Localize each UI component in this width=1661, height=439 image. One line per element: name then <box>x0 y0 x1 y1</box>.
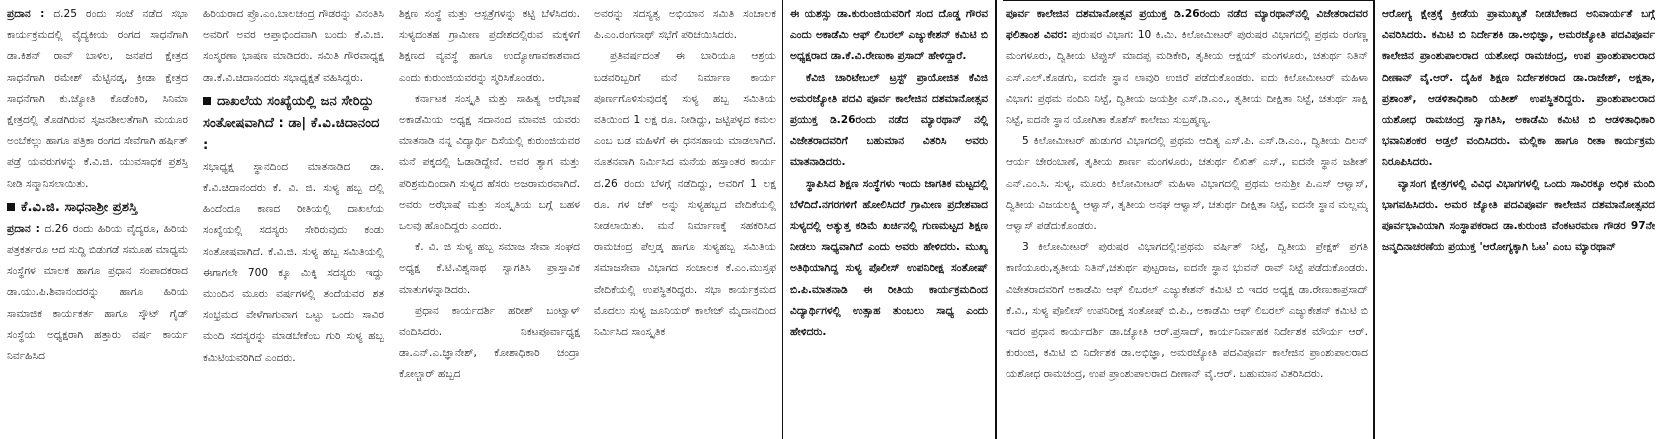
paragraph: ಕರ್ನಾಟಕ ಸಂಸ್ಕೃತಿ ಮತ್ತು ಸಾಹಿತ್ಯ ಅರೆಭಾಷೆ ಅಕಾಡೆಮಿಯ ಅಧ್ಯಕ್ಷ ಸದಾನಂದ ಮಾವಜಿ ಯವರು ಮಾತನಾಡಿ ನನ್ನ ವಿದ್ಯಾರ್ಥಿ ದಿಸೆಯಲ್ಲಿ ಕುರುಂಜಿಯವರ ಮನೆ ಪಕ್ಕದಲ್ಲಿ ಓಡಾಡಿದ್ದೇನೆ. ಅವರ ತ್ಯಾಗ ಮತ್ತು ಪರಿಶ್ರಮದಿಂದಾಗಿ ಸುಳ್ಯದ ಹೆಸರು ಅಜರಾಮರವಾಗಿದೆ. ಅವರು ಅರೆಭಾಷೆ ಮತ್ತು ಸಂಸ್ಕೃತಿಯ ಬಗ್ಗೆ ಬಹಳ ಒಲವು ಹೊಂದಿದ್ದರು ಎಂದರು. <box>399 92 580 233</box>
paragraph-lead: ಪ್ರದಾನ : <box>7 222 40 235</box>
paragraph-text: ದ.26 ರಂದು ಹಿರಿಯ ವೈದ್ಯರೂ, ಹಿರಿಯ ಪತ್ರಕರ್ತರೂ ಆದ ಸುದ್ದಿ ಬಿಡುಗಡೆ ಸಮೂಹ ಮಾಧ್ಯಮ ಸಂಸ್ಥೆಗಳ ಮಾಲಕ ಹಾಗೂ ಪ್ರಧಾನ ಸಂಪಾದಕರಾದ ಡಾ.ಯು.ಪಿ.ಶಿವಾನಂದರನ್ನು ಹಾಗೂ ಹಿರಿಯ ಸಾಮಾಜಿಕ ಕಾರ್ಯಕರ್ತ ಹಾಗೂ ಸ್ಕೌಟ್ ಗೈಡ್ ಸಂಸ್ಥೆಯ ಅಧ್ಯಕ್ಷರಾಗಿ ಹತ್ತಾರು ವರ್ಷ ಕಾರ್ಯ ನಿರ್ವಹಿಸಿದ <box>7 222 188 363</box>
paragraph: ಸಭಾಧ್ಯಕ್ಷ ಸ್ಥಾನದಿಂದ ಮಾತನಾಡಿದ ಡಾ. ಕೆ.ವಿ.ಚಿದಾನಂದರು ಕೆ. ವಿ. ಜಿ. ಸುಳ್ಯ ಹಬ್ಬ ದಲ್ಲಿ ಹಿಂದೆಂದೂ ಕಾಣದ ರೀತಿಯಲ್ಲಿ ದಾಖಲೆಯ ಸಂಖ್ಯೆಯಲ್ಲಿ ಸದಸ್ಯರು ಸೇರಿರುವುದು ಕಂಡು ಸಂತೋಷವಾಗಿದೆ. ಕೆ.ವಿ.ಜಿ. ಸುಳ್ಯ ಹಬ್ಬ ಸಮಿತಿಯಲ್ಲಿ ಈಗಾಗಲೇ 700 ಕ್ಕೂ ಮಿಕ್ಕಿ ಸದಸ್ಯರು ಇದ್ದು ಮುಂದಿನ ಮೂರು ವರ್ಷಗಳಲ್ಲಿ ತಂದೆಯವರ ಶತ ಸಂಭ್ರಮದ ವೇಳೆಗಾಗುವಾಗ ಒಟ್ಟು ಒಂದು ಸಾವಿರ ಮಂದಿ ಸದಸ್ಯರನ್ನು ಮಾಡಬೇಕೆಂಬ ಗುರಿ ಸುಳ್ಯ ಹಬ್ಬ ಕಮಿಟಿಯವರಿಗಿದೆ ಎಂದರು. <box>203 160 384 364</box>
paragraph-text: ಪುರುಷರ ವಿಭಾಗ: 10 ಕಿ.ಮಿ. ಕಿಲೋಮೀಟರ್ ಪುರುಷರ ವಿಭಾಗದಲ್ಲಿ ಪ್ರಥಮ ರಂಗಣ್ಣ ಮಂಗಳೂರು, ದ್ವಿತೀಯ ಟಿಪ್ಪುಸ್ ಮಾದಪ್ಪ ಮಡಿಕೇರಿ, ತೃತೀಯ ಆಕ್ಷಯ್ ಮಂಗಳೂರು, ಚತುರ್ಥ ನಿತಿನ್ ಎಸ್.ಎಲ್.ಕೊಡಗು, ಐದನೇ ಸ್ಥಾನ ಲಾವುರಿ ಉಜಿರೆ ಪಡೆದುಕೊಂಡರು. ಐದು ಕಿಲೋಮೀಟರ್ ಮಹಿಳಾ ವಿಭಾಗ: ಪ್ರಥಮ ನಂದಿನಿ ನಿಟ್ಟೆ, ದ್ವಿತೀಯ ಜಯಶ್ರೀ ಎಸ್.ಡಿ.ಎಂ., ತೃತೀಯ ದೀಕ್ಷಿತಾ ನಿಟ್ಟೆ, ಚತುರ್ಥ ಸಾಕ್ಷಿ ನಿಟ್ಟೆ, ಐದನೇ ಸ್ಥಾನ ಯೋಗಿತಾ ಕೊಶೆಸ್ ಕಾಲೇಜು ಸುಬ್ರಹ್ಮಣ್ಯ. <box>1006 29 1368 127</box>
paragraph: ಪ್ರಧಾನ ಕಾರ್ಯದರ್ಶಿ ಹರೀಶ್ ಬಂಟ್ವಾಳ್ ವಂದಿಸಿದರು. ನಿಕಟಪೂರ್ವಾಧ್ಯಕ್ಷ ಡಾ.ಎನ್.ಎ.ಜ್ಞಾನೇಶ್, ಕೋಶಾಧಿಕಾರಿ ಚಂದ್ರಾ ಕೋಲ್ಚಾರ್ ಹಬ್ಬದ <box>399 304 580 381</box>
column-6-results <box>1006 4 1368 436</box>
paragraph: 5 ಕಿಲೋಮೀಟರ್ ಹುಡುಗರ ವಿಭಾಗದಲ್ಲಿ ಪ್ರಥಮ ಆದಿತ್ಯ ಎಸ್.ಪಿ. ಎಸ್.ಡಿ.ಎಂ., ದ್ವಿತೀಯ ದಿಲನ್ ಆರ್ಯ ಚೇರಂಬಾಣೆ, ತೃತೀಯ ಶಾರ್ಣ ಮಂಗಳೂರು, ಚತುರ್ಥ ಲಿಖಿತ್ ಎಸ್., ಐದನೇ ಸ್ಥಾನ ಜಶೀತ್ ಎನ್.ಎಂ.ಸಿ. ಸುಳ್ಯ, ಮೂರು ಕಿಲೋಮೀಟರ್ ಮಹಿಳಾ ವಿಭಾಗದಲ್ಲಿ ಪ್ರಥಮ ಅನುಶ್ರೀ ಪಿ.ಎಸ್ ಆಳ್ವಾಸ್, ದ್ವಿತೀಯ ವಿಜಯಲಕ್ಷ್ಮಿ ಆಳ್ವಾಸ್, ತೃತೀಯ ಅನಘ ಆಳ್ವಾಸ್, ಚತುರ್ಥ ದೀಕ್ಷಿತಾ ನಿಟ್ಟೆ, ಐದನೇ ಸ್ಥಾನ ಮಲ್ಲಮ್ಮ ಆಳ್ವಾಸ್ ಪಡೆದುಕೊಂಡರು. <box>1006 135 1368 233</box>
paragraph: ಸ್ಥಾಪಿಸಿದ ಶಿಕ್ಷಣ ಸಂಸ್ಥೆಗಳು ಇಂದು ಜಾಗತಿಕ ಮಟ್ಟದಲ್ಲಿ ಬೆಳೆದಿದೆ.ನಗರಗಳಿಗೆ ಹೋಲಿಸಿದರೆ ಗ್ರಾಮೀಣ ಪ್ರದೇಶವಾದ ಸುಳ್ಯದಲ್ಲಿ ಅತ್ಯುತ್ತ ಕಡಿಮೆ ಖರ್ಚಿನಲ್ಲಿ ಗುಣಮಟ್ಟದ ಶಿಕ್ಷಣ ನೀಡಲು ಸಾಧ್ಯವಾಗಿದೆ ಎಂದು ಅವರು ಹೇಳಿದರು. ಮುಖ್ಯ ಅತಿಥಿಯಾಗಿದ್ದ ಸುಳ್ಯ ಪೊಲೀಸ್ ಉಪನಿರೀಕ್ಷ ಸಂತೋಷ್ ಬಿ.ಪಿ.ಮಾತನಾಡಿ ಈ ರೀತಿಯ ಕಾರ್ಯಕ್ರಮದಿಂದ ವಿದ್ಯಾರ್ಥಿಗಳಲ್ಲಿ ಉತ್ಸಾಹ ತುಂಬಲು ಸಾಧ್ಯ ಎಂದು ಹೇಳಿದರು. <box>790 177 988 339</box>
column-2 <box>203 4 384 436</box>
paragraph: ಈ ಯಶಸ್ಸು ಡಾ.ಕುರುಂಜಿಯವರಿಗೆ ಸಂದ ದೊಡ್ಡ ಗೌರವ ಎಂದು ಅಕಾಡೆಮಿ ಆಫ್ ಲಿಬರಲ್ ಎಜ್ಯುಕೇಶನ್ ಕಮಿಟಿ ಬಿ ಅಧ್ಯಕ್ಷರಾದ ಡಾ.ಕೆ.ವಿ.ರೇಣುಕಾ ಪ್ರಸಾದ್ ಹೇಳಿದ್ದಾರೆ. <box>790 8 988 63</box>
subheading: ದಾಖಲೆಯ ಸಂಖ್ಯೆಯಲ್ಲಿ ಜನ ಸೇರಿದ್ದು ಸಂತೋಷವಾಗಿದೆ : ಡಾ| ಕೆ.ವಿ.ಚಿದಾನಂದ : <box>203 93 380 153</box>
paragraph <box>7 219 188 367</box>
column-3 <box>399 4 580 436</box>
paragraph: ಶಿಕ್ಷಣ ಸಂಸ್ಥೆ ಮತ್ತು ಆಸ್ಪತ್ರೆಗಳನ್ನು ಕಟ್ಟಿ ಬೆಳೆಸಿದರು. ಸುಳ್ಯದಂತಹ ಗ್ರಾಮೀಣ ಪ್ರದೇಶದಲ್ಲಿರುವ ಮಕ್ಕಳಿಗೆ ಶಿಕ್ಷಣದ ವ್ಯವಸ್ಥೆ ಹಾಗೂ ಉದ್ಯೋಗಾವಕಾಶವಾದ ಎಂದು ಕುರುಂಜಿಯವರನ್ನು ಸ್ಮರಿಸಿಕೊಂಡರು. <box>399 8 580 84</box>
paragraph: ಪ್ರತಿವರ್ಷದಂತೆ ಈ ಬಾರಿಯೂ ಆಶ್ರಯ ಬಡವರಿಬ್ಬರಿಗೆ ಮನೆ ನಿರ್ಮಾಣ ಕಾರ್ಯ ಪೂರ್ಣಗೊಳಿಸುವುದಕ್ಕೆ ಸುಳ್ಯ ಹಬ್ಬ ಸಮಿತಿಯ ವತಿಯಿಂದ 1 ಲಕ್ಷ ರೂ. ನೀಡಿದ್ದು, ಜಟ್ಟಿಪಳ್ಳದ ಕಮಲ ಎಂಬ ಬಡ ಮಹಿಳೆಗೆ ಈ ಧನಸಹಾಯ ಮಾಡಲಾಗಿದೆ. ನೂತನವಾಗಿ ನಿರ್ಮಿಸಿದ ಮನೆಯ ಹಸ್ತಾಂತರ ಕಾರ್ಯ ದ.26 ರಂದು ಬೆಳಗ್ಗೆ ನಡೆದಿದ್ದು, ಅವರಿಗೆ 1 ಲಕ್ಷ ರೂ. ಗಳ ಚೆಕ್ ಅನ್ನು ಸುಳ್ಯಹಬ್ಬದ ವೇದಿಕೆಯಲ್ಲಿ ನೀಡಲಾಯಿತು. ಮನೆ ನಿರ್ಮಾಣಕ್ಕೆ ಸಹಕರಿಸಿದ ರಾಮಚಂದ್ರ ಪೆಲ್ತಡ್ಕ ಹಾಗೂ ಸುಳ್ಯಹಬ್ಬ ಸಮಿತಿಯ ಸಮಾಜಸೇವಾ ವಿಭಾಗದ ಸಂಚಾಲಕ ಕೆ.ಎಂ.ಮುಸ್ತಫ ವೇದಿಕೆಯಲ್ಲಿ ಉಪಸ್ಥಿತರಿದ್ದರು. ಸಭಾ ಕಾರ್ಯಕ್ರಮದ ಮೊದಲು ಸುಳ್ಯ ಜೂನಿಯರ್ ಕಾಲೇಜ್ ಮೈದಾನದಿಂದ ನಿರ್ಮಿಸಿದ ಸಾಂಸ್ಕೃತಿಕ <box>594 50 776 339</box>
box-border-right <box>1373 0 1375 439</box>
paragraph <box>7 4 188 195</box>
paragraph <box>1006 4 1368 131</box>
paragraph-lead: ಪ್ರದಾನ : <box>7 8 45 20</box>
paragraph: ಕೆವಿಜಿ ಚಾರಿಟೇಬಲ್ ಟ್ರಸ್ಟ್ ಪ್ರಾಯೋಜಿತ ಕೆವಿಜಿ ಅಮರಜ್ಯೋತಿ ಪದವಿ ಪೂರ್ವ ಕಾಲೇಜಿನ ದಶಮಾನೋತ್ಸವ ಪ್ರಯುಕ್ತ ಡಿ.26ರಂದು ನಡೆದ ಮ್ಯಾರಥಾನ್ ನಲ್ಲಿ ವಿಜೇತರಾದವರಿಗೆ ಬಹುಮಾನ ವಿತರಿಸಿ ಅವರು ಮಾತನಾಡಿದರು. <box>790 71 988 169</box>
paragraph: ಆರೋಗ್ಯ ಕ್ಷೇತ್ರಕ್ಕೆ ಕ್ರೀಡೆಯ ಪ್ರಾಮುಖ್ಯತೆ ನೀಡಬೇಕಾದ ಅನಿವಾರ್ಯತೆ ಬಗ್ಗೆ ವಿವರಿಸಿದರು. ಕಮಿಟಿ ಬಿ ನಿರ್ದೇಶಕಿ ಡಾ.ಅಭಿಜ್ಞಾ, ಅಮರಜ್ಯೋತಿ ಪದವಿಪೂರ್ವ ಕಾಲೇಜಿನ ಪ್ರಾಂಶುಪಾಲರಾದ ಯಶೋಧ ರಾಮಚಂದ್ರ, ಉಪ ಪ್ರಾಂಶುಪಾಲರಾದ ದೀಣಾನ್ ವೈ.ಆರ್. ದೈಹಿಕ ಶಿಕ್ಷಣ ನಿರ್ದೇಶಕರಾದ ಡಾ.ರಾಜೇಶ್, ಅಕ್ಷತಾ, ಪ್ರಶಾಂತ್, ಆಡಳಿತಾಧಿಕಾರಿ ಯತೀಶ್ ಉಪಸ್ಥಿತರಿದ್ದರು. ಪ್ರಾಂಶುಪಾಲರಾದ ಯಶೋಧ ರಾಮಚಂದ್ರ ಸ್ವಾಗತಿಸಿ, ಅಕಾಡೆಮಿ ಕಮಿಟಿ ಬಿ ಆಡಳಿತಾಧಿಕಾರಿ ಭವಾನಿಶಂಕರ ಅಡ್ತಲೆ ವಂದಿಸಿದರು. ಮಲ್ಲಿಕಾ ಹಾಗೂ ರೀತಾ ಕಾರ್ಯಕ್ರಮ ನಿರೂಪಿಸಿದರು. <box>1382 8 1655 169</box>
paragraph: ಕೆ. ವಿ. ಜಿ ಸುಳ್ಯ ಹಬ್ಬ ಸಮಾಜ ಸೇವಾ ಸಂಘದ ಅಧ್ಯಕ್ಷ ಕೆ.ಟಿ.ವಿಶ್ವನಾಥ ಸ್ವಾಗತಿಸಿ ಪ್ರಾಸ್ತಾವಿಕ ಮಾತುಗಳನ್ನಾಡಿದರು. <box>399 241 580 296</box>
column-5 <box>790 4 988 436</box>
square-bullet-icon <box>7 203 15 211</box>
paragraph-lead: ಪೂರ್ವ ಕಾಲೇಜಿನ ದಶಮಾನೋತ್ಸವ ಪ್ರಯುಕ್ತ ಡಿ.26ರಂದು ನಡೆದ ಮ್ಯಾರಥಾನ್‌ನಲ್ಲಿ ವಿಜೇತರಾದವರ ಫಲಿತಾಂಶ ವಿವರ: <box>1006 8 1368 42</box>
square-bullet-icon <box>203 97 211 105</box>
column-7 <box>1382 4 1655 436</box>
paragraph: ಹಿರಿಯರಾದ ಪ್ರೊ.ಎಂ.ಬಾಲಚಂದ್ರ ಗೌಡರನ್ನು ವಿನಂತಿಸಿ ಅವರಿಗೆ ಅವರ ಆಪ್ತಾಭಿಂದವಾಗಿ ಬಂದು ಕೆ.ವಿ.ಜಿ. ಸಂಸ್ಮರಣಾ ಭಾಷಣ ಮಾಡಿದರು. ಸಮಿತಿ ಗೌರವಾಧ್ಯಕ್ಷ ಡಾ.ಕೆ.ವಿ.ಚಿದಾನಂದರು ಸಭಾಧ್ಯಕ್ಷತೆ ವಹಿಸಿದ್ದರು. <box>203 8 384 84</box>
paragraph-text: ದ.25 ರಂದು ಸಂಜೆ ನಡೆದ ಸಭಾ ಕಾರ್ಯಕ್ರಮದಲ್ಲಿ ವೈದ್ಯಕೀಯ ರಂಗದ ಸಾಧನೆಗಾಗಿ ಡಾ.ಕಿಶನ್ ರಾವ್ ಬಾಳಿಲ, ಜನಪದ ಕ್ಷೇತ್ರದ ಸಾಧನೆಗಾಗಿ ರಮೇಶ್ ಮೆಟ್ಟಿನಡ್ಕ, ಕ್ರೀಡಾ ಕ್ಷೇತ್ರದ ಸಾಧನೆಗಾಗಿ ಕು.ಜ್ಯೋತಿ ಕೊಡೆಂಕಿರಿ, ಸಿನಿಮಾ ಕ್ಷೇತ್ರದಲ್ಲಿ ತೊಡಗಿರುವ ಸೃಜನಶೀಲತೆಗಾಗಿ ಮಯೂರ ಅಂಬೆಕಲ್ಲು ಹಾಗೂ ಪತ್ರಿಕಾ ರಂಗದ ಸೇವೆಗಾಗಿ ಹರ್ಷಿತ್ ಪಡ್ರೆ ಯವರುಗಳನ್ನು ಕೆ.ವಿ.ಜಿ. ಯುವಸಾಧಕ ಪ್ರಶಸ್ತಿ ನೀಡಿ ಸನ್ಮಾನಿಸಲಾಯಿತು. <box>7 8 188 190</box>
column-divider <box>782 0 783 439</box>
column-4 <box>594 4 776 436</box>
paragraph: ವ್ಯಾಸಂಗ ಕ್ಷೇತ್ರಗಳಲ್ಲಿ ವಿವಿಧ ವಿಭಾಗಗಳಲ್ಲಿ ಒಂದು ಸಾವಿರಕ್ಕೂ ಅಧಿಕ ಮಂದಿ ಭಾಗವಹಿಸಿದರು. ಅಮರ ಜ್ಯೋತಿ ಪದವಿಪೂರ್ವ ಕಾಲೇಜಿನ ದಶಮಾನೋತ್ಸವದ ಪೂರ್ವಭಾವಿಯಾಗಿ ಸಂಸ್ಥಾಪಕರಾದ ಡಾ.ಕುರುಂಜಿ ವೆಂಕಟರಮಣ ಗೌಡರ 97ನೇ ಜನ್ಮದಿನಾಚರಣೆಯ ಪ್ರಯುಕ್ತ 'ಆರೋಗ್ಯಕ್ಕಾಗಿ ಓಟ' ಎಂಬ ಮ್ಯಾರಥಾನ್ <box>1382 177 1655 254</box>
box-border-top <box>1003 0 1375 1</box>
subheading: ಕೆ.ವಿ.ಜಿ. ಸಾಧನಾಶ್ರೀ ಪ್ರಶಸ್ತಿ <box>7 197 188 219</box>
column-1 <box>7 4 188 436</box>
box-border-left <box>995 0 997 439</box>
paragraph: ಅವರನ್ನು ಸದಸ್ಯತ್ವ ಅಭಿಯಾನ ಸಮಿತಿ ಸಂಚಾಲಕ ಪಿ.ಎಂ.ರಂಗನಾಥ್ ಸಭೆಗೆ ಪರಿಚಯಿಸಿದರು. <box>594 8 776 42</box>
paragraph: 3 ಕಿಲೋಮೀಟರ್ ಪುರುಷರ ವಿಭಾಗದಲ್ಲಿ:ಪ್ರಥಮ ವರ್ಷಿತ್ ನಿಟ್ಟೆ, ದ್ವಿತೀಯ ಪ್ರೇಕ್ಷಕ್ ಪ್ರಗತಿ ಕಾಣಿಯೂರು,ತೃತೀಯ ನಿತಿನ್,ಚತುರ್ಥ ಪುಟ್ಟರಾಜ, ಐದನೇ ಸ್ಥಾನ ಭುವನ್ ರಾವ್ ನಿಟ್ಟೆ ಪಡೆದುಕೊಂಡರು. ವಿಜೇತರಾದವರಿಗೆ ಅಕಾಡೆಮಿ ಆಫ್ ಲಿಬರಲ್ ಎಜ್ಯುಕೇಶನ್ ಕಮಿಟಿ ಬಿ ಇದರ ಅಧ್ಯಕ್ಷ ಡಾ.ರೇಣುಕಾಪ್ರಸಾದ್ ಕೆ.ವಿ., ಸುಳ್ಯ ಪೊಲೀಸ್ ಉಪನಿರೀಕ್ಷ ಸಂತೋಷ್ ಬಿ.ಪಿ., ಅಕಾಡೆಮಿ ಆಫ್ ಲಿಬರಲ್ ಎಜ್ಯುಕೇಶನ್ ಕಮಿಟಿ ಬಿ ಇದರ ಪ್ರಧಾನ ಕಾರ್ಯದರ್ಶಿ ಡಾ.ಜ್ಯೋತಿ ಆರ್.ಪ್ರಸಾದ್, ಕಾರ್ಯನಿರ್ವಾಹಕ ನಿರ್ದೇಶಕ ಮೌರ್ಯ ಆರ್. ಕುರುಂಜಿ, ಕಮಿಟಿ ಬಿ ನಿರ್ದೇಶಕ ಡಾ.ಅಭಿಜ್ಞಾ, ಅಮರಜ್ಯೋತಿ ಪದವಿಪೂರ್ವ ಕಾಲೇಜಿನ ಪ್ರಾಂಶುಪಾಲರಾದ ಯಶೋಧ ರಾಮಚಂದ್ರ, ಉಪ ಪ್ರಾಂಶುಪಾಲರಾದ ದೀಣಾನ್ ವೈ.ಆರ್. ಬಹುಮಾನ ವಿತರಿಸಿದರು. <box>1006 241 1368 381</box>
